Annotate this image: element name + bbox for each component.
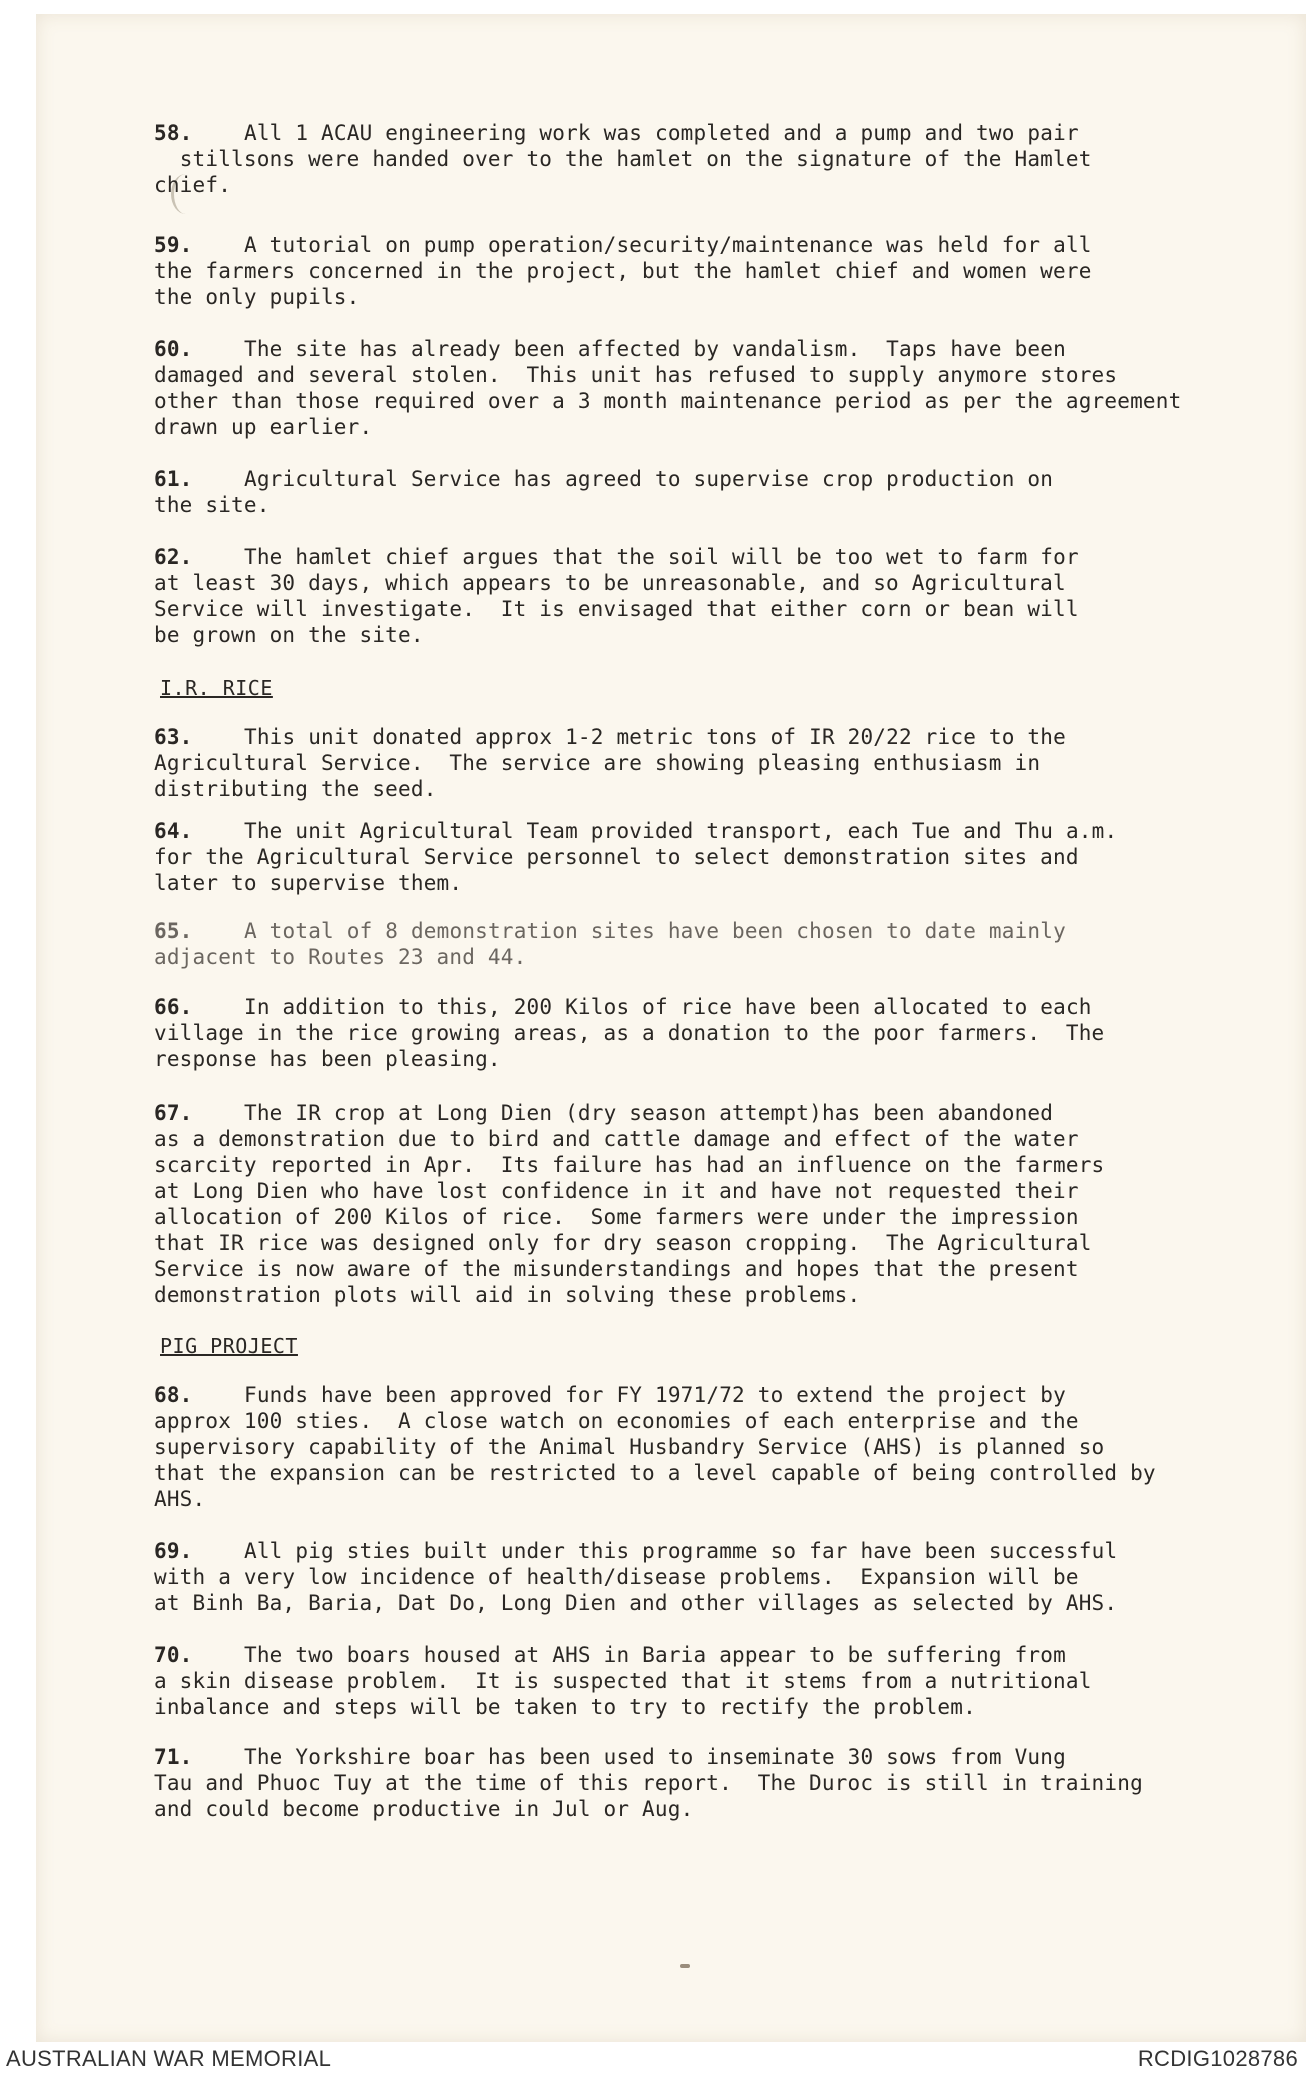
paragraph-number: 68. (154, 1383, 193, 1407)
paragraph-text: All pig sties built under this programme so far have been successful with a very low incidence of health/disease problems. Expansion will be at Binh Ba, Baria, Dat Do, Long Dien and other villages as selected by AHS. (154, 1539, 1118, 1615)
footer-source-label: AUSTRALIAN WAR MEMORIAL (6, 2046, 332, 2071)
paragraph-58 (154, 120, 1194, 198)
paragraph-text: The hamlet chief argues that the soil will be too wet to farm for at least 30 days, which appears to be unreasonable, and so Agricultural Service will investigate. It is envisaged that either corn or bean will be grown on the site. (154, 545, 1079, 647)
paragraph-number: 62. (154, 545, 193, 569)
paragraph-65 (154, 918, 1194, 970)
paragraph-62 (154, 544, 1194, 648)
paragraph-number: 65. (154, 919, 193, 943)
heading-pig-project: PIG PROJECT (160, 1334, 298, 1358)
paragraph-63 (154, 724, 1194, 802)
paragraph-69 (154, 1538, 1194, 1616)
paragraph-59 (154, 232, 1194, 310)
paragraph-number: 59. (154, 233, 193, 257)
paragraph-68 (154, 1382, 1194, 1512)
paragraph-71 (154, 1744, 1194, 1822)
paragraph-number: 60. (154, 337, 193, 361)
paragraph-number: 58. (154, 121, 193, 145)
paragraph-text: The Yorkshire boar has been used to inseminate 30 sows from Vung Tau and Phuoc Tuy at the time of this report. The Duroc is still in training and could become productive in Jul or Aug. (154, 1745, 1143, 1821)
paragraph-text: This unit donated approx 1-2 metric tons of IR 20/22 rice to the Agricultural Service. The service are showing pleasing enthusiasm in distributing the seed. (154, 725, 1066, 801)
paragraph-number: 67. (154, 1101, 193, 1125)
paragraph-66 (154, 994, 1194, 1072)
paragraph-text: All 1 ACAU engineering work was completed and a pump and two pair stillsons were handed over to the hamlet on the signature of the Hamlet chief. (154, 121, 1092, 197)
paragraph-67 (154, 1100, 1194, 1308)
paragraph-text: A tutorial on pump operation/security/maintenance was held for all the farmers concerned in the project, but the hamlet chief and women were the only pupils. (154, 233, 1092, 309)
footer-record-id: RCDIG1028786 (1137, 2046, 1298, 2071)
paragraph-text: Agricultural Service has agreed to supervise crop production on the site. (154, 467, 1054, 517)
paragraph-text: Funds have been approved for FY 1971/72 to extend the project by approx 100 sties. A close watch on economies of each enterprise and the supervisory capability of the Animal Husbandry Service (AHS) is planned so that the expansion can be restricted to a level capable of being controlled by AHS. (154, 1383, 1156, 1511)
paragraph-number: 63. (154, 725, 193, 749)
paragraph-70 (154, 1642, 1194, 1720)
paragraph-text: In addition to this, 200 Kilos of rice have been allocated to each village in the rice growing areas, as a donation to the poor farmers. The response has been pleasing. (154, 995, 1105, 1071)
paragraph-number: 61. (154, 467, 193, 491)
paragraph-number: 64. (154, 819, 193, 843)
paragraph-60 (154, 336, 1194, 440)
paragraph-number: 66. (154, 995, 193, 1019)
heading-ir-rice: I.R. RICE (160, 676, 273, 700)
paper-mark (680, 1964, 690, 1968)
paragraph-61 (154, 466, 1194, 518)
paragraph-text: A total of 8 demonstration sites have been chosen to date mainly adjacent to Routes 23 and 44. (154, 919, 1066, 969)
paragraph-number: 71. (154, 1745, 193, 1769)
paragraph-text: The site has already been affected by vandalism. Taps have been damaged and several stolen. This unit has refused to supply anymore stores other than those required over a 3 month maintenance period as per the agreement drawn up earlier. (154, 337, 1182, 439)
paragraph-64 (154, 818, 1194, 896)
paragraph-text: The IR crop at Long Dien (dry season attempt)has been abandoned as a demonstration due to bird and cattle damage and effect of the water scarcity reported in Apr. Its failure has had an influence on the farmers at Long Dien who have lost confidence in it and have not requested their allocation of 200 Kilos of rice. Some farmers were under the impression that IR rice was designed only for dry season cropping. The Agricultural Service is now aware of the misunderstandings and hopes that the present demonstration plots will aid in solving these problems. (154, 1101, 1105, 1307)
paragraph-text: The unit Agricultural Team provided transport, each Tue and Thu a.m. for the Agricultural Service personnel to select demonstration sites and later to supervise them. (154, 819, 1118, 895)
paragraph-number: 69. (154, 1539, 193, 1563)
paragraph-text: The two boars housed at AHS in Baria appear to be suffering from a skin disease problem. It is suspected that it stems from a nutritional inbalance and steps will be taken to try to rectify the problem. (154, 1643, 1092, 1719)
paragraph-number: 70. (154, 1643, 193, 1667)
